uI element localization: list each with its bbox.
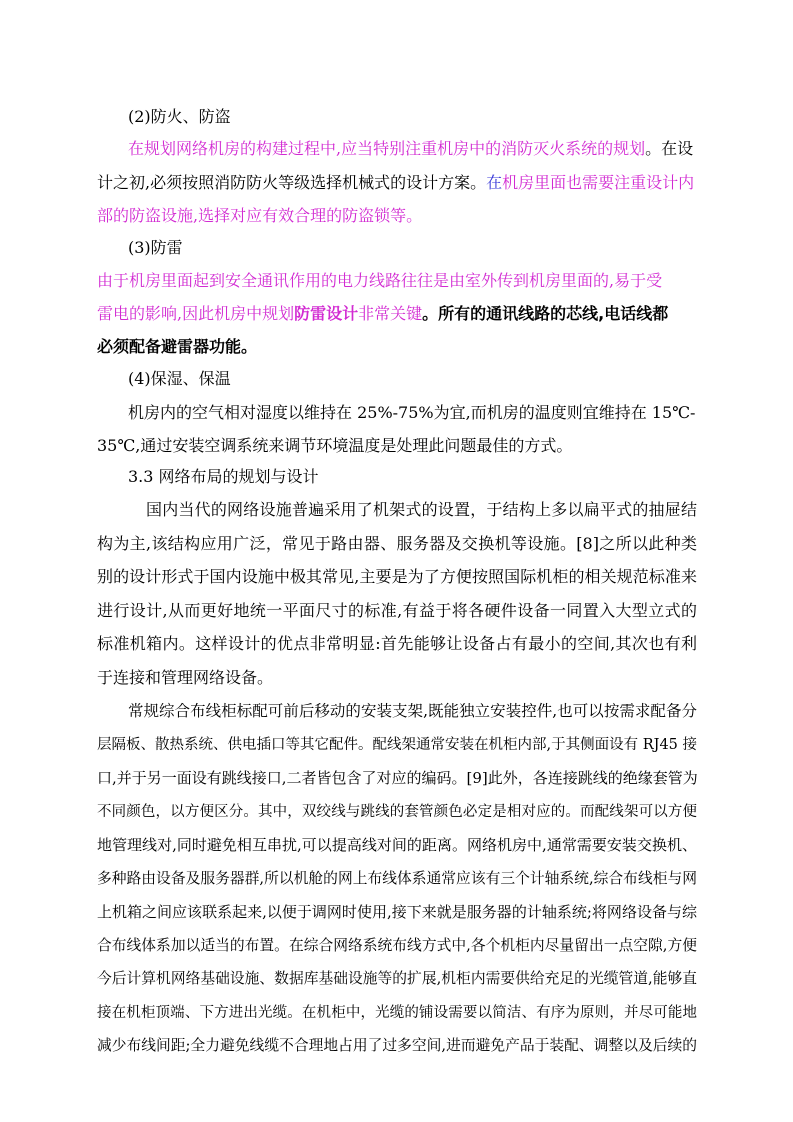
paragraph-line: 上机箱之间应该联系起来,以便于调网时使用,接下来就是服务器的计轴系统;将网络设备与综: [97, 903, 697, 921]
paragraph-line: 接在机柜顶端、下方进出光缆。在机柜中，光缆的铺设需要以简洁、有序为原则，并尽可能地: [97, 1005, 697, 1021]
paragraph-line: 国内当代的网络设施普遍采用了机架式的设置，于结构上多以扁平式的抽屉结: [146, 500, 697, 519]
paragraph-line: 必须配备避雷器功能。: [97, 337, 258, 356]
text-span: 。所有的通讯线路的芯线,电话线都: [422, 304, 669, 323]
section-heading-network-layout: 3.3 网络布局的规划与设计: [128, 467, 319, 486]
paragraph-line: 构为主,该结构应用广泛，常见于路由器、服务器及交换机等设施。[8]之所以此种类: [97, 534, 697, 553]
paragraph-line: 标准机箱内。这样设计的优点非常明显:首先能够让设备占有最小的空间,其次也有利: [97, 634, 697, 653]
paragraph-line: 今后计算机网络基础设施、数据库基础设施等的扩展,机柜内需要供给充足的光缆管道,能够直: [97, 970, 697, 987]
paragraph-line: 合布线体系加以适当的布置。在综合网络系统布线方式中,各个机柜内尽量留出一点空隙,方便: [97, 937, 697, 954]
text-span: 。在设: [645, 139, 694, 158]
section-heading-humidity-temperature: (4)保湿、保温: [128, 369, 231, 388]
paragraph-line: 部的防盗设施,选择对应有效合理的防盗锁等。: [97, 206, 423, 225]
highlighted-text: 雷电的影响,因此机房中规划: [97, 304, 295, 323]
paragraph-line: 35℃,通过安装空调系统来调节环境温度是处理此问题最佳的方式。: [97, 436, 573, 455]
text-span: 计之初,必须按照消防防火等级选择机械式的设计方案。: [97, 173, 487, 192]
paragraph-line: 常规综合布线柜标配可前后移动的安装支架,既能独立安装控件,也可以按需求配备分: [128, 702, 697, 720]
highlighted-text: 机房里面也需要注重设计内: [502, 173, 695, 192]
paragraph-line: 机房内的空气相对湿度以维持在 25%-75%为宜,而机房的温度则宜维持在 15℃-: [128, 403, 696, 422]
paragraph-line: [97, 173, 697, 193]
paragraph-line: 进行设计,从而更好地统一平面尺寸的标准,有益于将各硬件设备一同置入大型立式的: [97, 601, 697, 620]
paragraph-line: [128, 139, 697, 159]
paragraph-line: [97, 304, 697, 324]
paragraph-line: 多种路由设备及服务器群,所以机舱的网上布线体系通常应该有三个计轴系统,综合布线柜与网: [97, 870, 697, 887]
highlighted-text: 防雷设计: [294, 304, 359, 323]
paragraph-line: 减少布线间距;全力避免线缆不合理地占用了过多空间,进而避免产品于装配、调整以及后续的: [97, 1037, 697, 1054]
highlighted-text: 非常关键: [358, 304, 423, 323]
paragraph-line: 口,并于另一面设有跳线接口,二者皆包含了对应的编码。[9]此外，各连接跳线的绝缘套管为: [97, 769, 698, 787]
paragraph-line: 别的设计形式于国内设施中极其常见,主要是为了方便按照国际机柜的相关规范标准来: [97, 567, 697, 586]
section-heading-fire-theft: (2)防火、防盗: [128, 107, 231, 126]
highlighted-text: 在: [486, 173, 503, 192]
paragraph-line: 于连接和管理网络设备。: [97, 668, 274, 687]
paragraph-line: 地管理线对,同时避免相互串扰,可以提高线对间的距离。网络机房中,通常需要安装交换机、: [97, 836, 697, 854]
paragraph-line: 由于机房里面起到安全通讯作用的电力线路往往是由室外传到机房里面的,易于受: [97, 271, 663, 290]
paragraph-line: 层隔板、散热系统、供电插口等其它配件。配线架通常安装在机柜内部,于其侧面设有 RJ45 接: [97, 737, 698, 753]
paragraph-line: 不同颜色，以方便区分。其中，双绞线与跳线的套管颜色必定是相对应的。而配线架可以方便: [97, 804, 697, 820]
highlighted-text: 在规划网络机房的构建过程中,应当特别注重机房中的消防灭火系统的规划: [128, 139, 646, 158]
section-heading-lightning: (3)防雷: [128, 238, 183, 257]
